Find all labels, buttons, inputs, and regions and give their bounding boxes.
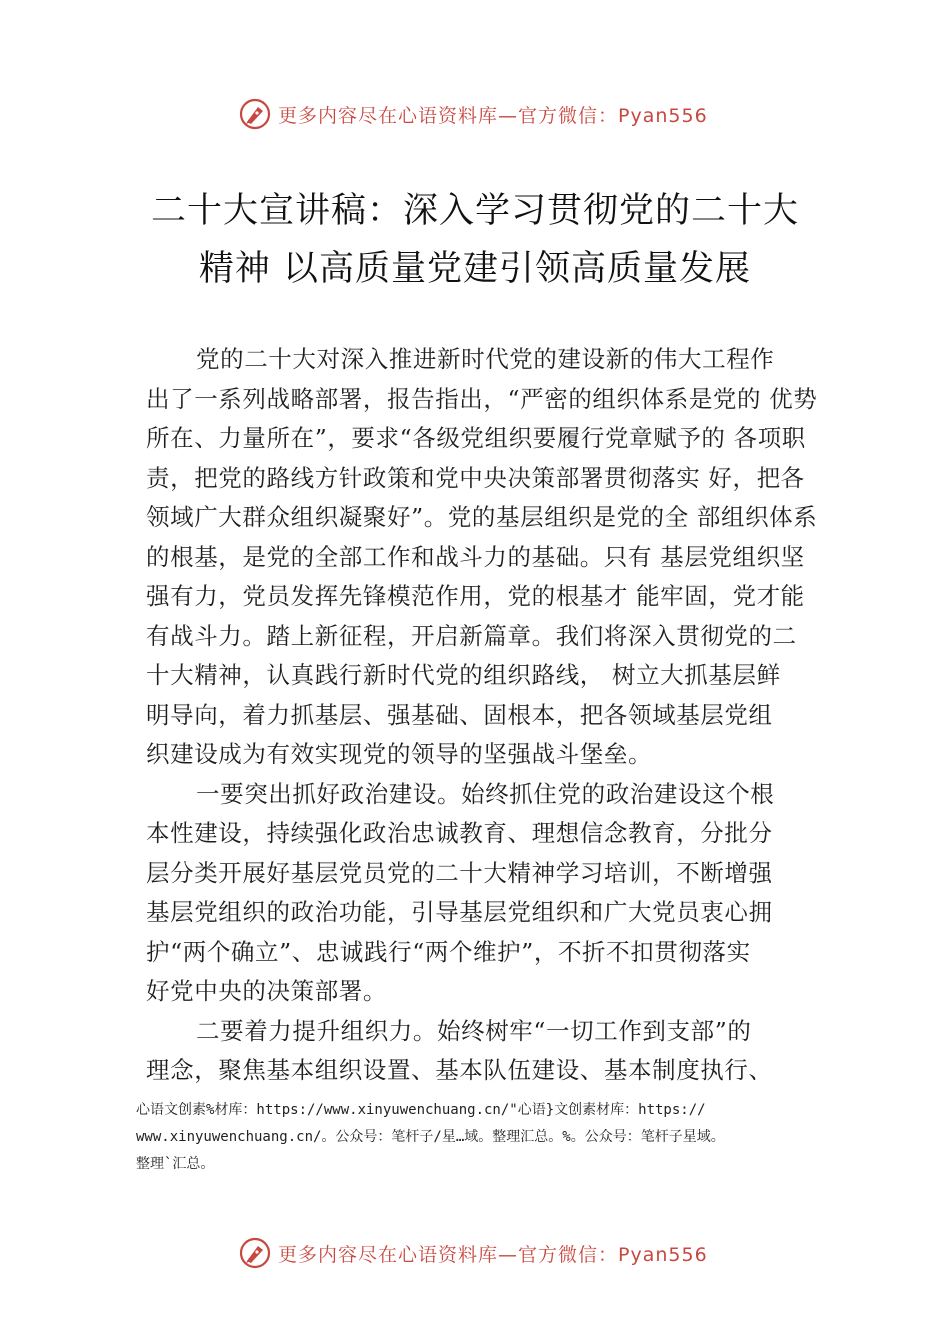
paragraph-line: 理念，聚焦基本组织设置、基本队伍建设、基本制度执行、 xyxy=(146,1056,773,1084)
paragraph-line: 护“两个确立”、忠诚践行“两个维护”，不折不扣贯彻落实 xyxy=(146,937,751,966)
paragraph-line: 基层党组织的政治功能，引导基层党组织和广大党员衷心拥 xyxy=(146,898,773,926)
paragraph-line: 的根基，是党的全部工作和战斗力的基础。只有 基层党组织坚 xyxy=(146,542,805,571)
header-banner xyxy=(238,94,738,134)
paragraph-line: 有战斗力。踏上新征程，开启新篇章。我们将深入贯彻党的二 xyxy=(146,621,797,650)
title-line-1: 二十大宣讲稿：深入学习贯彻党的二十大 xyxy=(150,191,799,231)
paragraph-line: 党的二十大对深入推进新时代党的建设新的伟大工程作 xyxy=(196,345,775,373)
paragraph-line: 强有力，党员发挥先锋模范作用，党的根基才 能牢固，党才能 xyxy=(146,582,805,610)
paragraph-line: 责，把党的路线方针政策和党中央决策部署贯彻落实 好，把各 xyxy=(146,463,805,492)
footnote-line-3: 整理`汇总。 xyxy=(136,1156,215,1172)
banner-text: 更多内容尽在心语资料库—官方微信：Pyan556 xyxy=(278,104,708,127)
paragraph-line: 领域广大群众组织凝聚好”。党的基层组织是党的全 部组织体系 xyxy=(146,503,818,531)
paragraph-line: 一要突出抓好政治建设。始终抓住党的政治建设这个根 xyxy=(196,779,775,808)
paragraph-line: 层分类开展好基层党员党的二十大精神学习培训，不断增强 xyxy=(146,858,773,887)
title-line-2: 精神 以高质量党建引领高质量发展 xyxy=(198,249,752,289)
paragraph-line: 本性建设，持续强化政治忠诚教育、理想信念教育，分批分 xyxy=(146,819,773,847)
footer-banner xyxy=(238,1233,738,1273)
paragraph-line: 十大精神，认真践行新时代党的组织路线， 树立大抓基层鲜 xyxy=(146,661,781,689)
paragraph-line: 织建设成为有效实现党的领导的坚强战斗堡垒。 xyxy=(146,740,653,768)
pen-nib-logo-icon xyxy=(238,1236,272,1270)
footnote-line-2: www.xinyuwenchuang.cn/。公众号：笔杆子/星…域。整理汇总。%。公众号：笔杆子星域。 xyxy=(136,1129,725,1145)
paragraph-line: 二要着力提升组织力。始终树牢“一切工作到支部”的 xyxy=(196,1016,752,1045)
source-footnote xyxy=(136,1097,856,1178)
banner-text: 更多内容尽在心语资料库—官方微信：Pyan556 xyxy=(278,1243,708,1266)
paragraph-line: 出了一系列战略部署，报告指出，“严密的组织体系是党的 优势 xyxy=(146,384,818,413)
pen-nib-logo-icon xyxy=(238,97,272,131)
paragraph-line: 所在、力量所在”，要求“各级党组织要履行党章赋予的 各项职 xyxy=(146,424,806,452)
body-text xyxy=(146,340,816,1091)
paragraph-line: 好党中央的决策部署。 xyxy=(146,977,387,1005)
paragraph-line: 明导向，着力抓基层、强基础、固根本，把各领域基层党组 xyxy=(146,700,773,729)
footnote-line-1: 心语文创素%材库：https://www.xinyuwenchuang.cn/"心语}文创素材库：https:// xyxy=(136,1102,706,1118)
document-title xyxy=(0,182,950,298)
